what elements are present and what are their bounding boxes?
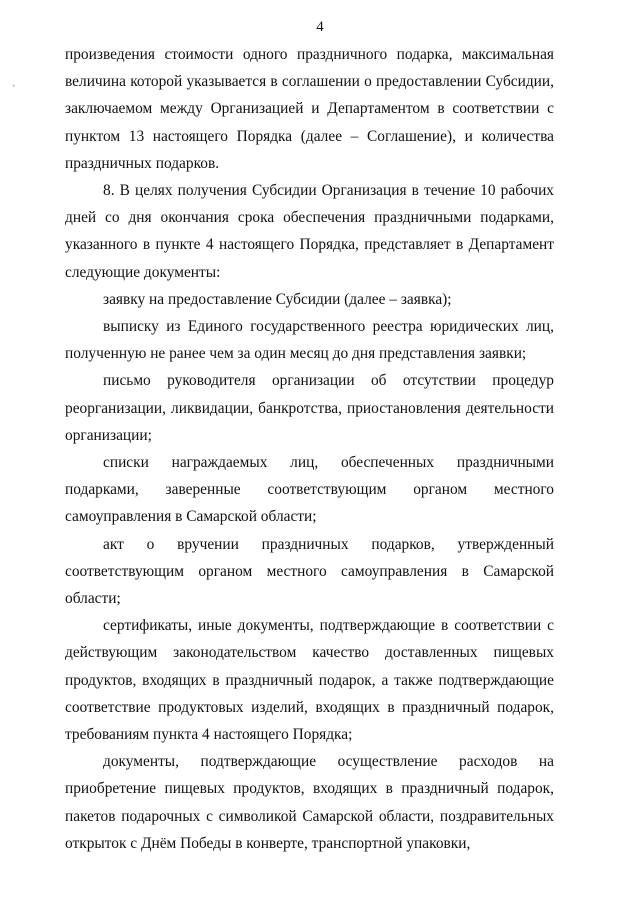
page-number: 4 — [316, 19, 324, 35]
list-item-recipient-lists: списки награждаемых лиц, обеспеченных праздничными подарками, заверенные соответствующим органом местного самоуправления в Самарской области; — [65, 454, 554, 526]
list-item-certificates: сертификаты, иные документы, подтверждающие в соответствии с действующим законодательством качество доставленных пищевых продуктов, входящих в праздничный подарок, а также подтверждающие соответствие продуктовых изделий, входящих в праздничный подарок, требованиям пункта 4 настоящего Порядка; — [65, 617, 554, 744]
list-item-delivery-act: акт о вручении праздничных подарков, утвержденный соответствующим органом местного самоуправления в Самарской области; — [65, 535, 554, 608]
paragraph-item-8: 8. В целях получения Субсидии Организация в течение 10 рабочих дней со дня окончания срока обеспечения праздничными подарками, указанного в пункте 4 настоящего Порядка, представляет в Департамент следующие документы: — [65, 182, 554, 281]
margin-mark: ʹ — [13, 83, 15, 93]
list-item-registry-extract: выписку из Единого государственного реестра юридических лиц, полученную не ранее чем за один месяц до дня представления заявки; — [65, 318, 554, 363]
list-item-application: заявку на предоставление Субсидии (далее – заявка); — [103, 290, 452, 308]
document-body — [65, 41, 554, 857]
list-item-expense-documents: документы, подтверждающие осуществление расходов на приобретение пищевых продуктов, входящих в праздничный подарок, пакетов подарочных с символикой Самарской области, поздравительных открыток с Днём Победы в конверте, транспортной упаковки, — [65, 753, 554, 852]
paragraph-continuation: произведения стоимости одного праздничного подарка, максимальная величина которой указывается в соглашении о предоставлении Субсидии, заключаемом между Организацией и Департаментом в соответствии с пунктом 13 настоящего Порядка (далее – Соглашение), и количества праздничных подарков. — [65, 46, 554, 172]
list-item-director-letter: письмо руководителя организации об отсутствии процедур реорганизации, ликвидации, банкротства, приостановления деятельности организации; — [65, 372, 554, 444]
